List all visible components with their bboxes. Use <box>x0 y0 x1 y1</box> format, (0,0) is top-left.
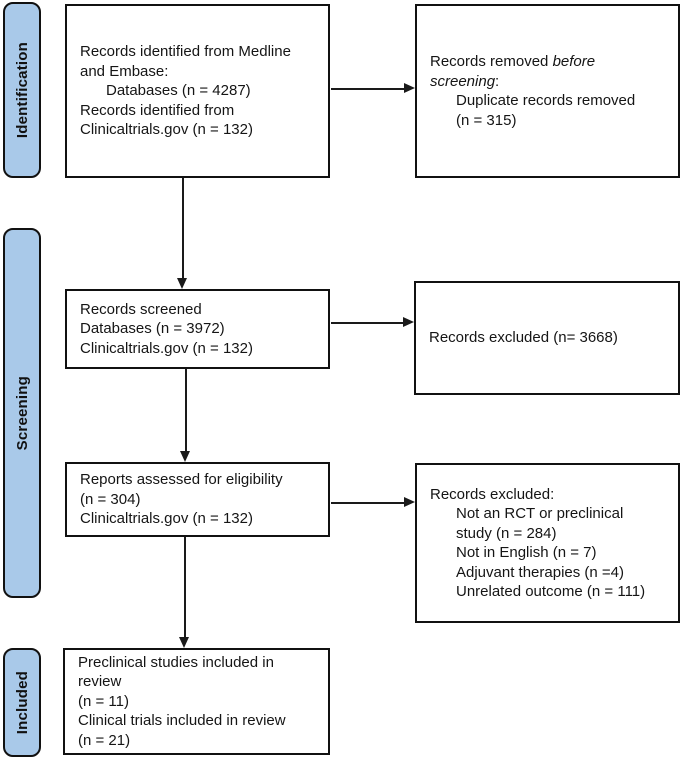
text-line: Records identified from <box>80 101 235 119</box>
arrow-line <box>185 369 187 451</box>
box-records-screened <box>65 289 330 369</box>
arrow-line <box>331 322 403 324</box>
arrow-line <box>182 178 184 278</box>
arrowhead-down-icon <box>179 637 189 648</box>
text-segment: : <box>495 72 500 90</box>
arrowhead-right-icon <box>404 497 415 507</box>
text-line: Clinicaltrials.gov (n = 132) <box>80 510 253 528</box>
arrowhead-right-icon <box>403 317 414 327</box>
text-line: Databases (n = 3972) <box>80 320 225 338</box>
stage-label-identification: Identification <box>13 41 31 139</box>
text-line: Databases (n = 4287) <box>106 82 251 100</box>
text-line <box>430 72 672 92</box>
box-records-removed <box>415 4 680 178</box>
arrowhead-right-icon <box>404 83 415 93</box>
text-line: Reports assessed for eligibility <box>80 471 283 489</box>
arrowhead-down-icon <box>180 451 190 462</box>
text-line: (n = 21) <box>78 731 131 749</box>
arrow-line <box>331 88 405 90</box>
text-segment: Records removed <box>430 53 553 70</box>
box-reports-assessed <box>65 462 330 537</box>
text-line: study (n = 284) <box>456 524 557 542</box>
text-line: review <box>78 673 122 691</box>
text-line: Not in English (n = 7) <box>456 544 597 561</box>
text-line: Records screened <box>80 300 202 318</box>
text-line: (n = 315) <box>456 111 517 129</box>
text-line: (n = 11) <box>78 692 129 710</box>
stage-bar-identification <box>3 2 41 178</box>
text-line: and Embase: <box>80 62 169 80</box>
text-line: Clinicaltrials.gov (n = 132) <box>80 339 253 357</box>
text-line: Records identified from Medline <box>80 43 291 61</box>
box-records-identified <box>65 4 330 178</box>
box-records-excluded-screening <box>414 281 680 395</box>
text-line: Adjuvant therapies (n =4) <box>456 563 625 581</box>
box-included-studies <box>63 648 330 755</box>
text-segment-italic: before <box>552 53 596 70</box>
text-line: Preclinical studies included in <box>78 653 274 671</box>
stage-label-included: Included <box>13 670 31 735</box>
arrow-line <box>331 502 404 504</box>
text-line: Duplicate records removed <box>456 92 636 109</box>
stage-label-screening: Screening <box>13 375 31 451</box>
arrowhead-down-icon <box>177 278 187 289</box>
stage-bar-included <box>3 648 41 757</box>
text-line <box>430 52 672 72</box>
text-line: Clinical trials included in review <box>78 712 286 730</box>
arrow-line <box>184 537 186 637</box>
box-records-excluded-eligibility <box>415 463 680 623</box>
text-segment-italic: screening <box>430 72 496 90</box>
text-line: Unrelated outcome (n = 111) <box>456 583 646 600</box>
text-line: Records excluded: <box>430 485 555 503</box>
text-line: (n = 304) <box>80 490 141 508</box>
stage-bar-screening <box>3 228 41 598</box>
text-line: Clinicaltrials.gov (n = 132) <box>80 121 253 139</box>
text-line: Not an RCT or preclinical <box>456 505 624 522</box>
text-line: Records excluded (n= 3668) <box>429 329 618 347</box>
